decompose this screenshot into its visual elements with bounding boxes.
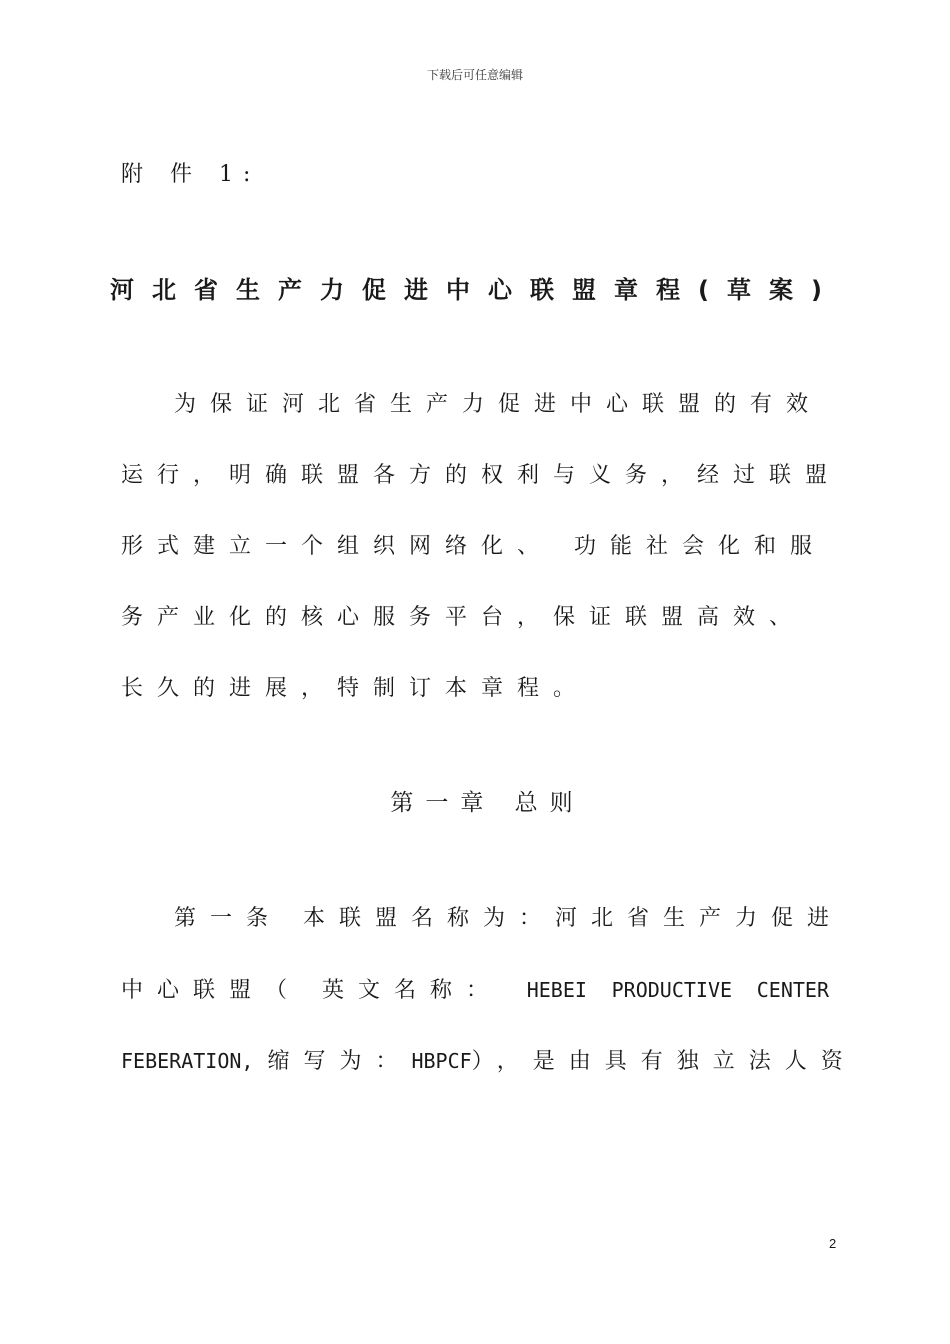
- preamble-line-2: 运行，明确联盟各方的权利与义务，经过联盟: [121, 463, 842, 488]
- article-1-line-3: [121, 1046, 857, 1077]
- document-title: 河北省生产力促进中心联盟章程(草案): [110, 276, 840, 304]
- article-1-line-3-tail: ），是由具有独立法人资: [471, 1049, 857, 1074]
- article-1-line-2-cn: 中心联盟（ 英文名称：: [121, 978, 502, 1003]
- preamble-line-4: 务产业化的核心服务平台，保证联盟高效、: [121, 605, 806, 630]
- preamble-line-5: 长久的进展，特制订本章程。: [121, 676, 590, 701]
- article-1-line-1: 第一条 本联盟名称为：河北省生产力促进: [174, 906, 843, 931]
- english-name-word-2: PRODUCTIVE: [611, 978, 733, 1002]
- page-header-note: 下载后可任意编辑: [426, 68, 523, 82]
- abbreviation-value: HBPCF: [411, 1049, 472, 1073]
- attachment-label: 附 件 1:: [121, 162, 261, 187]
- preamble-line-1: 为保证河北省生产力促进中心联盟的有效: [174, 392, 823, 417]
- preamble-line-3: 形式建立一个组织网络化、 功能社会化和服: [121, 534, 826, 559]
- page-number: 2: [829, 1236, 837, 1251]
- article-1-line-2: [121, 975, 829, 1006]
- english-name-word-4: FEBERATION,: [121, 1049, 254, 1073]
- abbreviation-label: 缩写为：: [267, 1049, 412, 1074]
- chapter-title: 第一章 总则: [390, 790, 585, 816]
- english-name-word-1: HEBEI: [526, 978, 587, 1002]
- english-name-word-3: CENTER: [756, 978, 829, 1002]
